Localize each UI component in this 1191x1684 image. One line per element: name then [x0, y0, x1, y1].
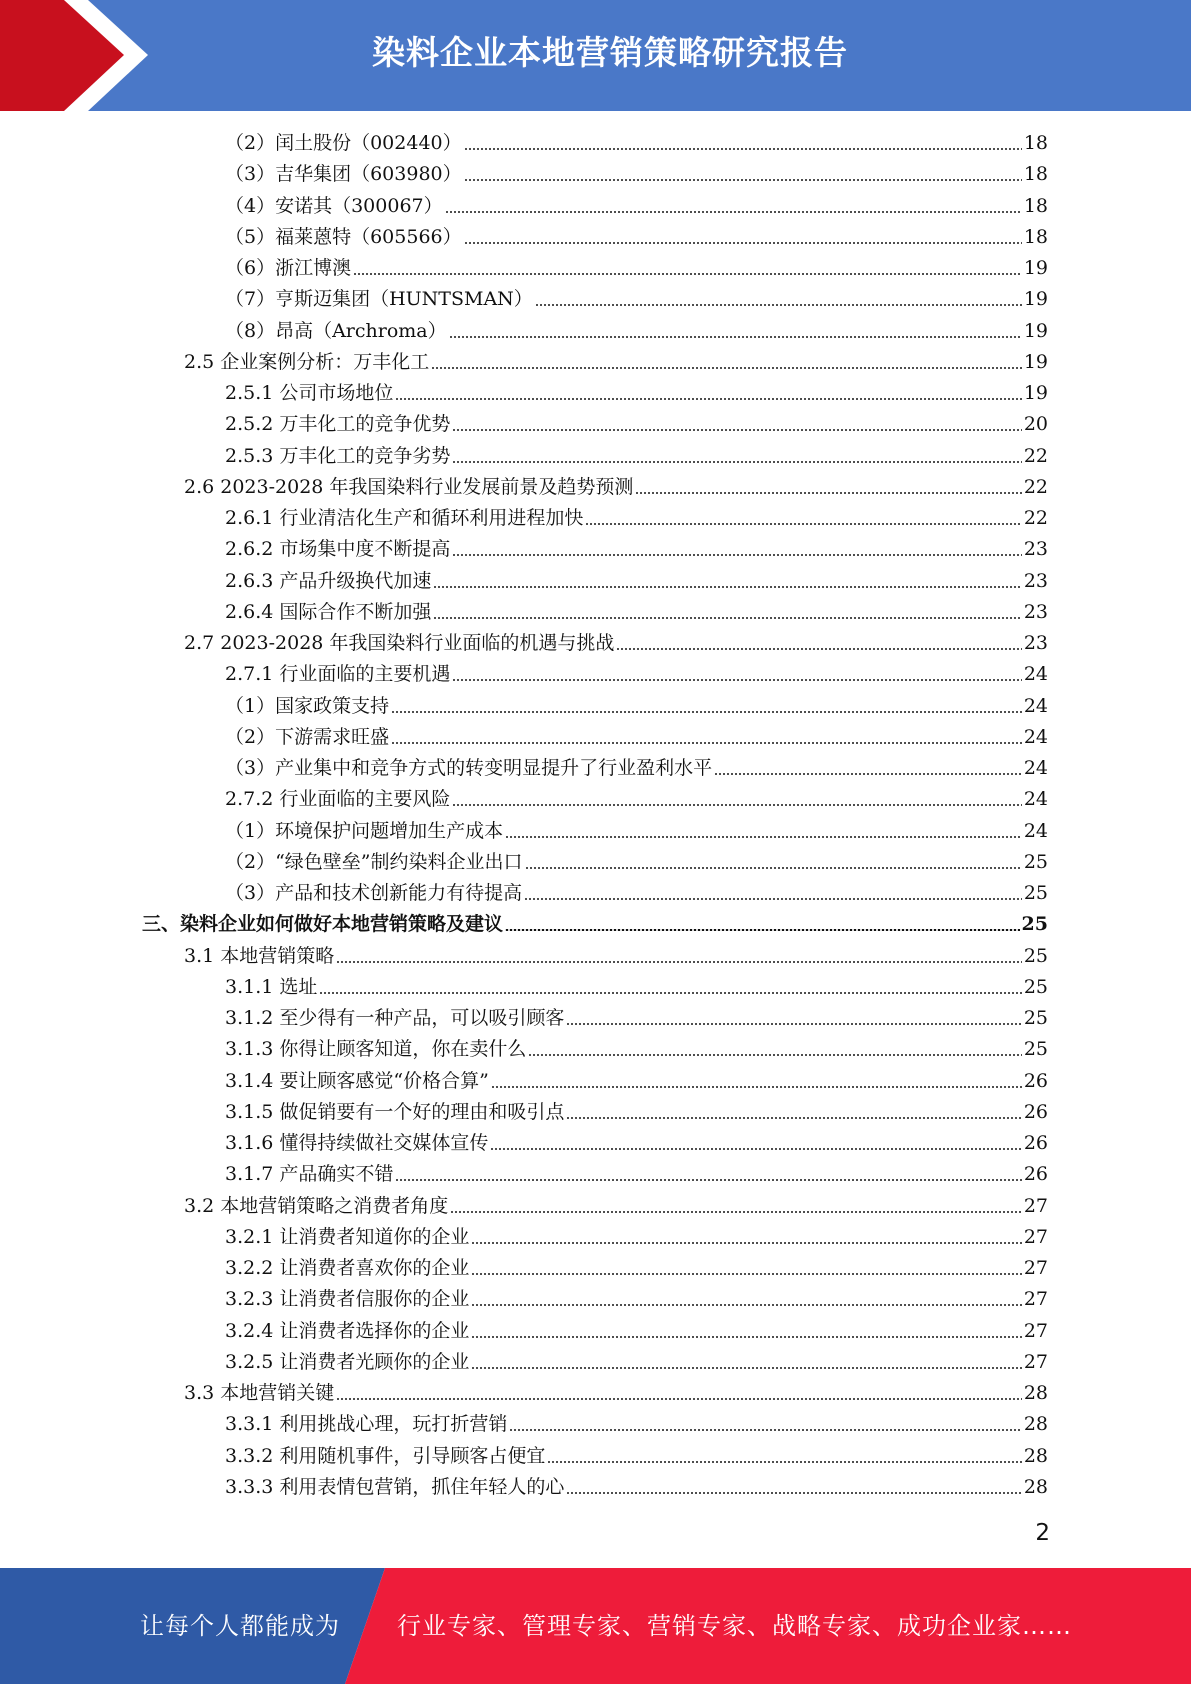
- toc-entry-title: 3.2.4 让消费者选择你的企业: [225, 1319, 470, 1342]
- toc-entry-title: （1）环境保护问题增加生产成本: [225, 819, 504, 842]
- toc-entry[interactable]: [225, 502, 1048, 532]
- toc-entry-title: 3.2.3 让消费者信服你的企业: [225, 1288, 470, 1311]
- toc-dot-leader: [471, 1242, 1021, 1244]
- toc-entry-title: （3）吉华集团（603980）: [225, 163, 462, 186]
- footer-slogan-right: 行业专家、管理专家、营销专家、战略专家、成功企业家……: [397, 1612, 1072, 1640]
- toc-entry-page: 26: [1023, 1069, 1048, 1092]
- toc-dot-leader: [452, 429, 1021, 431]
- report-title: 染料企业本地营销策略研究报告: [372, 33, 848, 72]
- toc-entry[interactable]: [225, 783, 1048, 813]
- toc-entry-title: 3.1 本地营销策略: [184, 944, 335, 967]
- toc-dot-leader: [431, 367, 1022, 369]
- toc-dot-leader: [391, 711, 1022, 713]
- toc-entry[interactable]: [225, 1221, 1048, 1251]
- footer-slogan-left: 让每个人都能成为: [140, 1612, 340, 1640]
- toc-entry-title: （8）昂高（Archroma）: [225, 319, 447, 342]
- toc-entry[interactable]: [225, 252, 1048, 282]
- toc-entry-title: 3.1.7 产品确实不错: [225, 1163, 394, 1186]
- toc-entry[interactable]: [225, 1315, 1048, 1345]
- toc-entry-page: 19: [1023, 257, 1048, 279]
- toc-dot-leader: [566, 1117, 1021, 1119]
- toc-dot-leader: [464, 242, 1022, 244]
- toc-entry-page: 25: [1023, 882, 1048, 904]
- toc-entry-page: 27: [1023, 1257, 1048, 1279]
- toc-entry-page: 23: [1023, 632, 1048, 654]
- toc-entry-title: 3.1.6 懂得持续做社交媒体宣传: [225, 1132, 489, 1154]
- toc-entry-title: 2.7.2 行业面临的主要风险: [225, 788, 451, 811]
- toc-entry-title: 三、染料企业如何做好本地营销策略及建议: [142, 913, 504, 936]
- toc-entry-page: 18: [1023, 163, 1048, 186]
- toc-dot-leader: [395, 1179, 1021, 1181]
- toc-dot-leader: [433, 617, 1021, 619]
- toc-entry-title: 2.6.2 市场集中度不断提高: [225, 538, 451, 561]
- toc-entry-title: （6）浙江博澳: [225, 257, 352, 279]
- toc-entry-page: 28: [1023, 1382, 1048, 1404]
- toc-entry[interactable]: [225, 721, 1048, 751]
- toc-entry-title: 2.6 2023-2028 年我国染料行业发展前景及趋势预测: [184, 475, 634, 498]
- toc-entry-page: 25: [1023, 850, 1048, 873]
- toc-entry[interactable]: [184, 627, 1048, 657]
- page-number: 2: [1035, 1520, 1050, 1546]
- toc-entry-page: 22: [1023, 507, 1048, 529]
- toc-entry[interactable]: [225, 440, 1048, 470]
- toc-entry-title: 2.5.1 公司市场地位: [225, 382, 394, 404]
- toc-entry-page: 26: [1023, 1100, 1048, 1123]
- toc-dot-leader: [395, 398, 1021, 400]
- toc-entry[interactable]: [184, 346, 1048, 376]
- toc-entry-page: 25: [1023, 1007, 1048, 1029]
- toc-entry-title: 3.3.1 利用挑战心理，玩打折营销: [225, 1413, 508, 1436]
- toc-dot-leader: [452, 554, 1021, 556]
- toc-dot-leader: [464, 179, 1022, 181]
- toc-entry-title: 3.2.5 让消费者光顾你的企业: [225, 1350, 470, 1373]
- toc-dot-leader: [616, 648, 1021, 650]
- toc-entry[interactable]: [225, 1471, 1048, 1501]
- toc-entry[interactable]: [225, 1033, 1048, 1063]
- toc-dot-leader: [336, 1398, 1022, 1400]
- toc-entry-page: 23: [1023, 538, 1048, 561]
- toc-entry[interactable]: [225, 283, 1048, 313]
- toc-entry-title: 3.2.1 让消费者知道你的企业: [225, 1225, 470, 1248]
- toc-entry-page: 27: [1023, 1350, 1048, 1373]
- toc-entry[interactable]: [225, 596, 1048, 626]
- toc-entry[interactable]: [225, 533, 1048, 563]
- toc-entry-page: 27: [1023, 1319, 1048, 1342]
- toc-entry-page: 18: [1023, 132, 1048, 154]
- toc-entry[interactable]: [225, 565, 1048, 595]
- toc-entry-title: （2）“绿色壁垒”制约染料企业出口: [225, 850, 523, 873]
- toc-entry-title: （3）产品和技术创新能力有待提高: [225, 882, 523, 904]
- toc-dot-leader: [524, 898, 1022, 900]
- toc-entry[interactable]: [225, 1096, 1048, 1126]
- toc-dot-leader: [491, 1086, 1022, 1088]
- toc-entry[interactable]: [225, 1346, 1048, 1376]
- toc-dot-leader: [566, 1492, 1021, 1494]
- toc-entry-page: 24: [1023, 725, 1048, 748]
- toc-entry[interactable]: [225, 1002, 1048, 1032]
- toc-entry-title: 2.7 2023-2028 年我国染料行业面临的机遇与挑战: [184, 632, 615, 654]
- toc-dot-leader: [449, 336, 1022, 338]
- toc-dot-leader: [450, 1211, 1022, 1213]
- toc-entry[interactable]: [225, 877, 1048, 907]
- toc-entry-page: 24: [1023, 663, 1048, 686]
- toc-entry-title: 2.6.4 国际合作不断加强: [225, 600, 432, 623]
- toc-dot-leader: [471, 1336, 1021, 1338]
- toc-entry-title: 3.1.1 选址: [225, 975, 318, 998]
- toc-entry-page: 18: [1023, 194, 1048, 217]
- toc-dot-leader: [490, 1148, 1021, 1150]
- toc-entry-page: 24: [1023, 788, 1048, 811]
- toc-entry-page: 20: [1023, 413, 1048, 436]
- toc-entry[interactable]: [225, 752, 1048, 782]
- toc-dot-leader: [505, 929, 1020, 931]
- toc-entry[interactable]: [184, 471, 1048, 501]
- toc-entry-page: 23: [1023, 569, 1048, 592]
- toc-entry[interactable]: [225, 408, 1048, 438]
- toc-dot-leader: [433, 586, 1021, 588]
- page-header: [0, 0, 1191, 111]
- toc-entry[interactable]: [184, 1377, 1048, 1407]
- toc-entry-page: 26: [1023, 1163, 1048, 1186]
- toc-entry[interactable]: [225, 1127, 1048, 1157]
- toc-entry[interactable]: [225, 158, 1048, 188]
- toc-dot-leader: [445, 211, 1022, 213]
- toc-entry[interactable]: [225, 846, 1048, 876]
- toc-entry[interactable]: [225, 221, 1048, 251]
- toc-entry-page: 23: [1023, 600, 1048, 623]
- toc-entry-title: 2.6.3 产品升级换代加速: [225, 569, 432, 592]
- toc-dot-leader: [471, 1304, 1021, 1306]
- toc-entry-title: （2）下游需求旺盛: [225, 725, 390, 748]
- toc-entry-title: 3.1.2 至少得有一种产品，可以吸引顾客: [225, 1007, 565, 1029]
- toc-dot-leader: [452, 804, 1021, 806]
- toc-entry-title: （2）闰土股份（002440）: [225, 132, 462, 154]
- toc-entry-title: 3.3 本地营销关键: [184, 1382, 335, 1404]
- toc-entry[interactable]: [225, 1252, 1048, 1282]
- toc-entry-title: 3.1.5 做促销要有一个好的理由和吸引点: [225, 1100, 565, 1123]
- toc-entry-page: 24: [1023, 819, 1048, 842]
- page-footer: [0, 1568, 1191, 1684]
- toc-entry-page: 28: [1023, 1413, 1048, 1436]
- toc-entry-page: 28: [1023, 1475, 1048, 1498]
- toc-entry-page: 27: [1023, 1288, 1048, 1311]
- toc-entry-page: 27: [1023, 1225, 1048, 1248]
- toc-entry-title: 3.2.2 让消费者喜欢你的企业: [225, 1257, 470, 1279]
- toc-entry-page: 18: [1023, 225, 1048, 248]
- toc-entry[interactable]: [225, 815, 1048, 845]
- toc-entry-title: （7）亨斯迈集团（HUNTSMAN）: [225, 288, 533, 311]
- toc-entry[interactable]: [225, 658, 1048, 688]
- toc-entry-page: 25: [1023, 1038, 1048, 1061]
- toc-dot-leader: [635, 492, 1021, 494]
- toc-entry-title: 3.1.4 要让顾客感觉“价格合算”: [225, 1069, 489, 1092]
- toc-entry-title: 3.1.3 你得让顾客知道，你在卖什么: [225, 1038, 527, 1061]
- toc-entry-title: （1）国家政策支持: [225, 694, 390, 717]
- toc-entry-page: 19: [1023, 319, 1048, 342]
- toc-dot-leader: [528, 1054, 1021, 1056]
- toc-entry-title: 2.7.1 行业面临的主要机遇: [225, 663, 451, 686]
- toc-dot-leader: [336, 961, 1022, 963]
- toc-dot-leader: [509, 1429, 1021, 1431]
- toc-entry[interactable]: [225, 377, 1048, 407]
- toc-dot-leader: [505, 836, 1022, 838]
- toc-entry-page: 19: [1023, 288, 1048, 311]
- toc-entry[interactable]: [225, 1283, 1048, 1313]
- toc-entry-title: 2.5.2 万丰化工的竞争优势: [225, 413, 451, 436]
- toc-entry-title: 3.2 本地营销策略之消费者角度: [184, 1194, 449, 1217]
- toc-dot-leader: [566, 1023, 1021, 1025]
- toc-dot-leader: [391, 742, 1022, 744]
- toc-dot-leader: [353, 273, 1022, 275]
- toc-entry-page: 26: [1023, 1132, 1048, 1154]
- toc-dot-leader: [464, 148, 1022, 150]
- toc-entry-page: 19: [1023, 350, 1048, 373]
- toc-dot-leader: [714, 773, 1022, 775]
- toc-entry-title: （5）福莱蒽特（605566）: [225, 225, 462, 248]
- toc-dot-leader: [535, 304, 1022, 306]
- toc-dot-leader: [525, 867, 1022, 869]
- toc-entry[interactable]: [225, 127, 1048, 157]
- toc-dot-leader: [547, 1461, 1021, 1463]
- toc-entry[interactable]: [225, 1408, 1048, 1438]
- toc-entry[interactable]: [225, 690, 1048, 720]
- toc-entry-title: 3.3.3 利用表情包营销，抓住年轻人的心: [225, 1475, 565, 1498]
- toc-entry[interactable]: [184, 1190, 1048, 1220]
- toc-entry[interactable]: [225, 1440, 1048, 1470]
- toc-entry[interactable]: [225, 971, 1048, 1001]
- toc-entry[interactable]: [142, 908, 1048, 938]
- toc-entry-title: 2.5 企业案例分析：万丰化工: [184, 350, 430, 373]
- toc-entry[interactable]: [225, 1158, 1048, 1188]
- toc-entry[interactable]: [225, 190, 1048, 220]
- toc-dot-leader: [452, 461, 1021, 463]
- toc-entry-page: 22: [1023, 444, 1048, 467]
- toc-dot-leader: [471, 1273, 1021, 1275]
- toc-entry[interactable]: [225, 315, 1048, 345]
- toc-entry-page: 25: [1023, 944, 1048, 967]
- toc-entry-page: 28: [1023, 1444, 1048, 1467]
- toc-dot-leader: [452, 679, 1021, 681]
- toc-entry[interactable]: [225, 1065, 1048, 1095]
- toc-entry-title: 2.5.3 万丰化工的竞争劣势: [225, 444, 451, 467]
- toc-entry[interactable]: [184, 940, 1048, 970]
- toc-entry-page: 25: [1021, 913, 1048, 936]
- toc-entry-title: 3.3.2 利用随机事件，引导顾客占便宜: [225, 1444, 546, 1467]
- toc-entry-page: 24: [1023, 757, 1048, 779]
- toc-entry-title: （3）产业集中和竞争方式的转变明显提升了行业盈利水平: [225, 757, 713, 779]
- toc-entry-title: （4）安诺其（300067）: [225, 194, 443, 217]
- toc-entry-page: 27: [1023, 1194, 1048, 1217]
- toc-entry-page: 24: [1023, 694, 1048, 717]
- toc-dot-leader: [319, 992, 1021, 994]
- toc-dot-leader: [471, 1367, 1021, 1369]
- toc-dot-leader: [585, 523, 1021, 525]
- toc-entry-page: 19: [1023, 382, 1048, 404]
- toc-entry-page: 25: [1023, 975, 1048, 998]
- toc-entry-title: 2.6.1 行业清洁化生产和循环利用进程加快: [225, 507, 584, 529]
- toc-entry-page: 22: [1023, 475, 1048, 498]
